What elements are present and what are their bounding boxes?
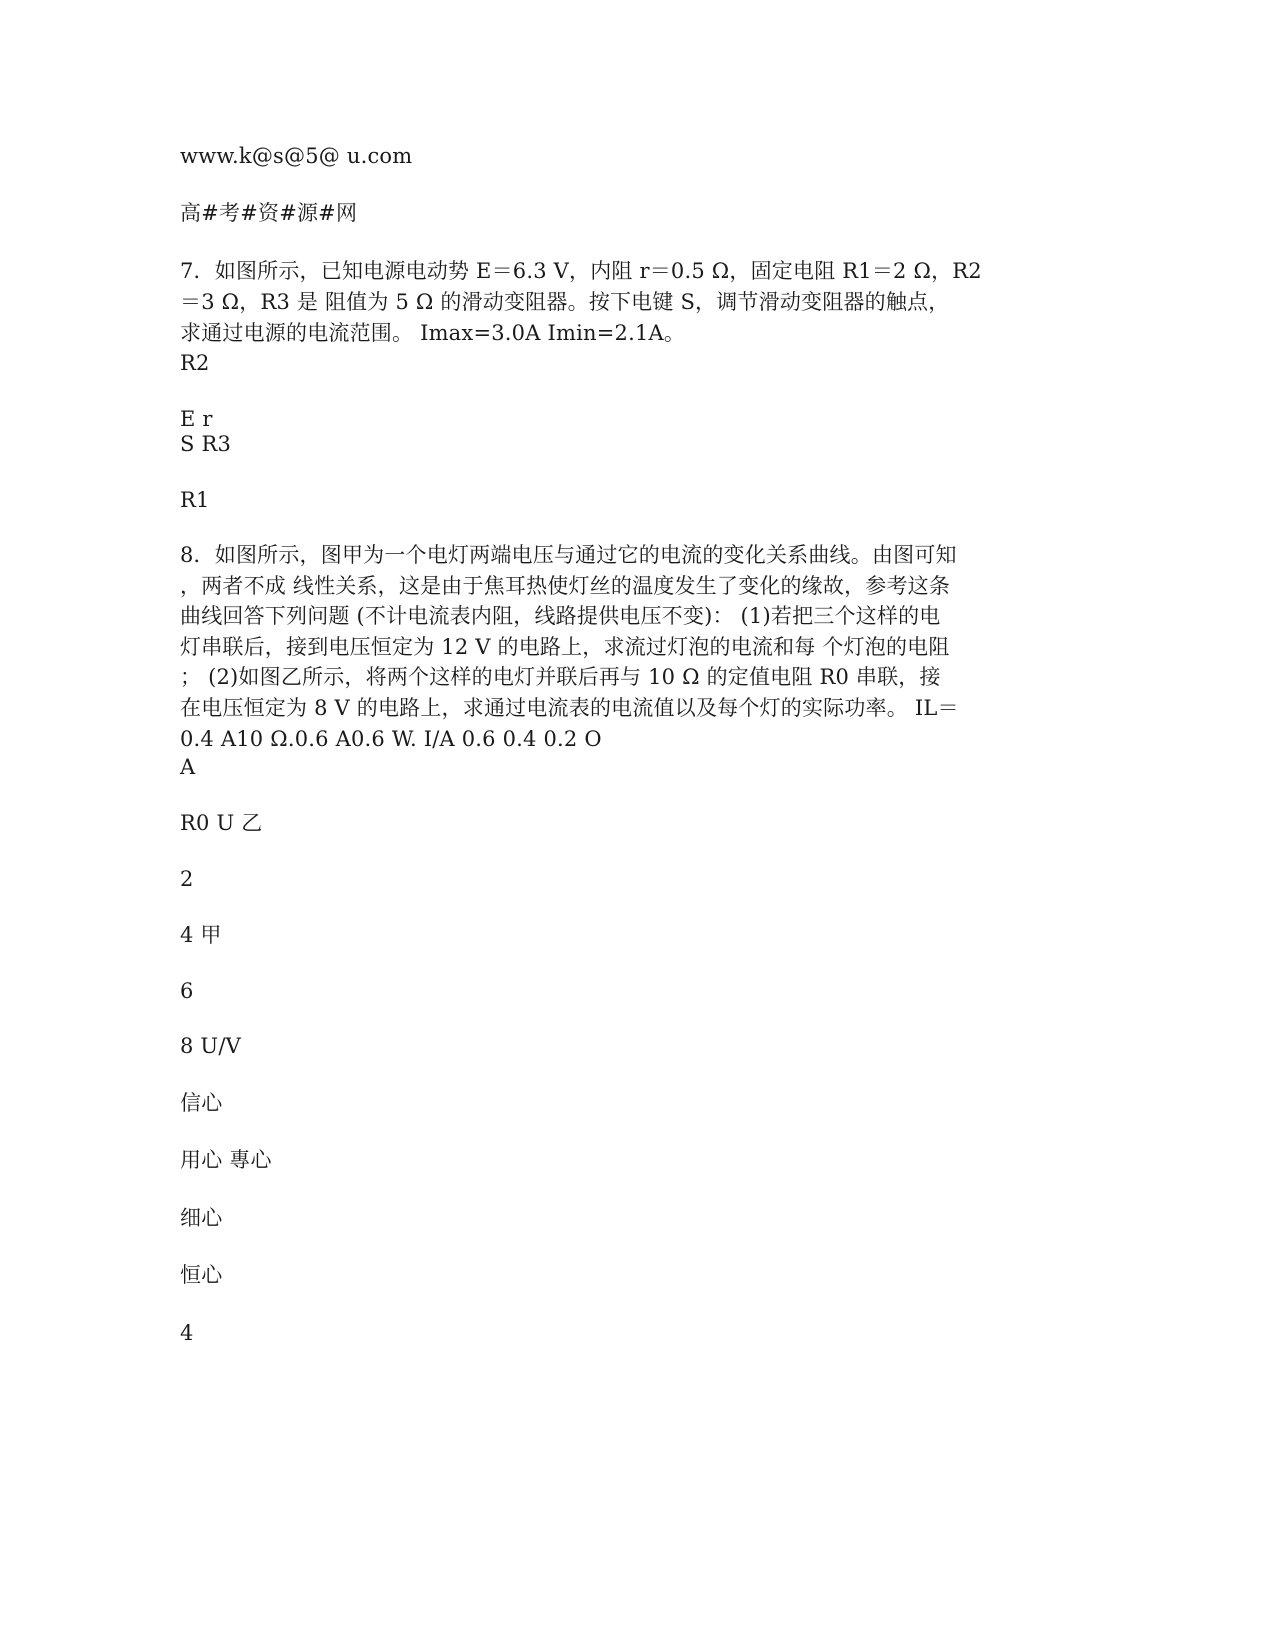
q7-figure-label-sr3: S R3 (180, 432, 232, 456)
q8-figure-label-a: A (180, 755, 196, 779)
q8-figure-label-r0u: R0 U 乙 (180, 811, 263, 835)
q8-text-line-2: ，两者不成 线性关系，这是由于焦耳热使灯丝的温度发生了变化的缘故，参考这条 (180, 574, 951, 598)
q8-figure-tick-8: 8 U/V (180, 1034, 241, 1058)
q8-figure-tick-6: 6 (180, 979, 194, 1003)
motto-attention: 用心 專心 (180, 1148, 272, 1172)
motto-confidence: 信心 (180, 1091, 223, 1115)
q8-text-line-1: 8．如图所示，图甲为一个电灯两端电压与通过它的电流的变化关系曲线。由图可知 (180, 543, 957, 567)
q8-text-line-3: 曲线回答下列问题 (不计电流表内阻，线路提供电压不变)： (1)若把三个这样的电 (180, 604, 941, 628)
q8-text-line-6: 在电压恒定为 8 V 的电路上，求通过电流表的电流值以及每个灯的实际功率。 IL＝ (180, 696, 959, 720)
q7-text-line-3: 求通过电源的电流范围。 Imax=3.0A Imin=2.1A。 (180, 321, 686, 345)
q8-figure-tick-4: 4 甲 (180, 923, 222, 947)
q8-text-line-7: 0.4 A10 Ω.0.6 A0.6 W. I/A 0.6 0.4 0.2 O (180, 727, 602, 751)
header-site-name: 高#考#资#源#网 (180, 201, 358, 225)
motto-perseverance: 恒心 (180, 1263, 223, 1287)
q8-text-line-5: ； (2)如图乙所示，将两个这样的电灯并联后再与 10 Ω 的定值电阻 R0 串联，接 (180, 665, 941, 689)
q7-figure-label-r2: R2 (180, 351, 210, 375)
q8-figure-tick-2: 2 (180, 867, 194, 891)
q8-text-line-4: 灯串联后，接到电压恒定为 12 V 的电路上，求流过灯泡的电流和每 个灯泡的电阻 (180, 635, 950, 659)
q7-figure-label-r1: R1 (180, 488, 210, 512)
q7-text-line-2: ＝3 Ω，R3 是 阻值为 5 Ω 的滑动变阻器。按下电键 S，调节滑动变阻器的触点， (180, 290, 950, 314)
header-url: www.k@s@5@ u.com (180, 144, 413, 168)
q7-figure-label-er: E r (180, 407, 213, 431)
page-number: 4 (180, 1321, 194, 1345)
motto-carefulness: 细心 (180, 1206, 223, 1230)
q7-text-line-1: 7．如图所示，已知电源电动势 E＝6.3 V，内阻 r＝0.5 Ω，固定电阻 R1＝2 Ω，R2 (180, 259, 982, 283)
